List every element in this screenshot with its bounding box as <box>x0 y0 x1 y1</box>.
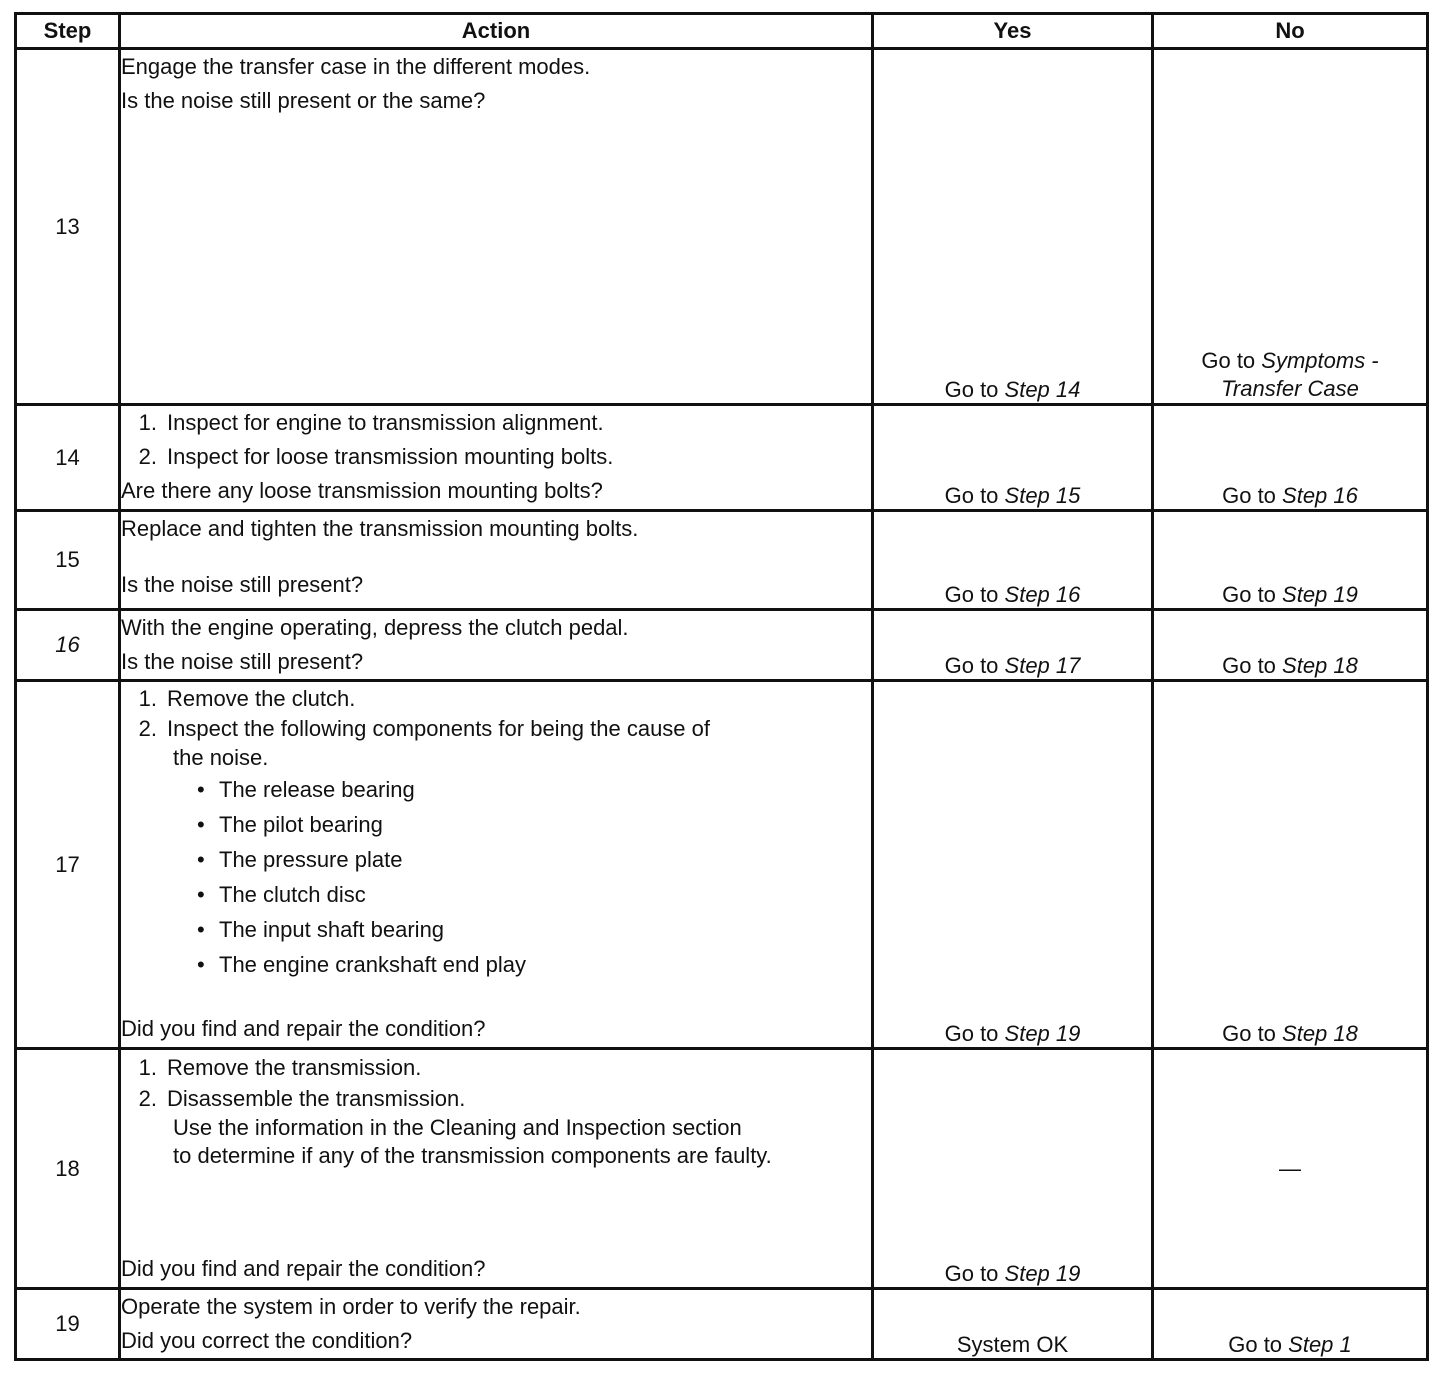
yes-prefix: Go to <box>944 377 1005 402</box>
no-prefix: Go to <box>1201 348 1262 373</box>
list-item: 1. Remove the transmission. <box>138 1055 422 1080</box>
list-item: 2. Disassemble the transmission. <box>138 1086 466 1111</box>
bullet-item: • The release bearing <box>197 777 415 802</box>
list-item-continuation: the noise. <box>173 745 269 770</box>
bullet-item: • The engine crankshaft end play <box>197 952 526 977</box>
action-cell <box>120 610 873 681</box>
no-symptoms-link[interactable]: Symptoms - <box>1261 348 1379 373</box>
question-text: Did you correct the condition? <box>121 1328 413 1353</box>
action-text: Replace and tighten the transmission mounting bolts. <box>121 516 639 541</box>
no-cell: Go to Step 19 <box>1153 511 1428 610</box>
list-item-continuation: Use the information in the Cleaning and Inspection section <box>173 1115 742 1140</box>
bullet-item: • The pilot bearing <box>197 812 383 837</box>
table-header-row <box>16 14 1428 49</box>
table-row-step-19 <box>16 1289 1428 1360</box>
no-step-link[interactable]: Step 18 <box>1282 1021 1358 1046</box>
list-item: 1. Remove the clutch. <box>138 686 356 711</box>
table-row-step-17 <box>16 681 1428 1049</box>
question-text: Did you find and repair the condition? <box>121 1016 486 1041</box>
action-text: Operate the system in order to verify the repair. <box>121 1294 581 1319</box>
list-item: 1. Inspect for engine to transmission alignment. <box>138 410 604 435</box>
yes-step-link[interactable]: Step 19 <box>1004 1261 1081 1286</box>
step-number: 14 <box>16 405 120 511</box>
yes-step-link[interactable]: Step 15 <box>1004 483 1081 508</box>
header-no: No <box>1153 14 1428 49</box>
table-row-step-14 <box>16 405 1428 511</box>
table-row-step-13 <box>16 49 1428 405</box>
list-item: 2. Inspect for loose transmission mounting bolts. <box>138 444 614 469</box>
no-cell <box>1153 49 1428 405</box>
header-yes: Yes <box>873 14 1153 49</box>
action-cell <box>120 681 873 1049</box>
action-text: With the engine operating, depress the clutch pedal. <box>121 615 629 640</box>
no-cell: Go to Step 18 <box>1153 681 1428 1049</box>
step-number: 19 <box>16 1289 120 1360</box>
step-number: 15 <box>16 511 120 610</box>
no-symptoms-link-line2[interactable]: Transfer Case <box>1221 376 1359 401</box>
no-step-link[interactable]: Step 19 <box>1282 582 1358 607</box>
step-number: 17 <box>16 681 120 1049</box>
yes-step-link[interactable]: Step 17 <box>1004 653 1081 678</box>
no-step-link[interactable]: Step 18 <box>1282 653 1358 678</box>
no-cell: Go to Step 18 <box>1153 610 1428 681</box>
no-cell-dash: — <box>1153 1049 1428 1289</box>
yes-step-link[interactable]: Step 19 <box>1004 1021 1081 1046</box>
table-row-step-16 <box>16 610 1428 681</box>
yes-cell: Go to Step 15 <box>873 405 1153 511</box>
no-step-link[interactable]: Step 16 <box>1282 483 1358 508</box>
yes-cell: Go to Step 17 <box>873 610 1153 681</box>
header-step: Step <box>16 14 120 49</box>
diagnostic-table <box>14 12 1429 1361</box>
yes-cell: System OK <box>873 1289 1153 1360</box>
yes-cell: Go to Step 19 <box>873 1049 1153 1289</box>
question-text: Is the noise still present? <box>121 572 364 597</box>
step-number: 13 <box>16 49 120 405</box>
no-cell: Go to Step 1 <box>1153 1289 1428 1360</box>
header-action: Action <box>120 14 873 49</box>
question-text: Did you find and repair the condition? <box>121 1256 486 1281</box>
question-text: Are there any loose transmission mounting bolts? <box>121 478 603 503</box>
bullet-item: • The pressure plate <box>197 847 403 872</box>
table-row-step-18 <box>16 1049 1428 1289</box>
bullet-item: • The input shaft bearing <box>197 917 445 942</box>
action-cell <box>120 511 873 610</box>
question-text: Is the noise still present? <box>121 649 364 674</box>
action-cell <box>120 405 873 511</box>
no-step-link[interactable]: Step 1 <box>1288 1332 1352 1357</box>
yes-cell: Go to Step 19 <box>873 681 1153 1049</box>
table-row-step-15 <box>16 511 1428 610</box>
yes-step-link[interactable]: Step 16 <box>1004 582 1081 607</box>
yes-step-link[interactable]: Step 14 <box>1004 377 1081 402</box>
yes-cell <box>873 49 1153 405</box>
action-text: Engage the transfer case in the different modes. <box>121 54 591 79</box>
action-cell <box>120 1289 873 1360</box>
question-text: Is the noise still present or the same? <box>121 88 486 113</box>
bullet-item: • The clutch disc <box>197 882 366 907</box>
list-item-continuation: to determine if any of the transmission components are faulty. <box>173 1143 772 1168</box>
action-cell <box>120 1049 873 1289</box>
no-cell: Go to Step 16 <box>1153 405 1428 511</box>
step-number: 18 <box>16 1049 120 1289</box>
yes-cell: Go to Step 16 <box>873 511 1153 610</box>
step-number: 16 <box>16 610 120 681</box>
action-cell <box>120 49 873 405</box>
list-item: 2. Inspect the following components for being the cause of <box>138 716 711 741</box>
